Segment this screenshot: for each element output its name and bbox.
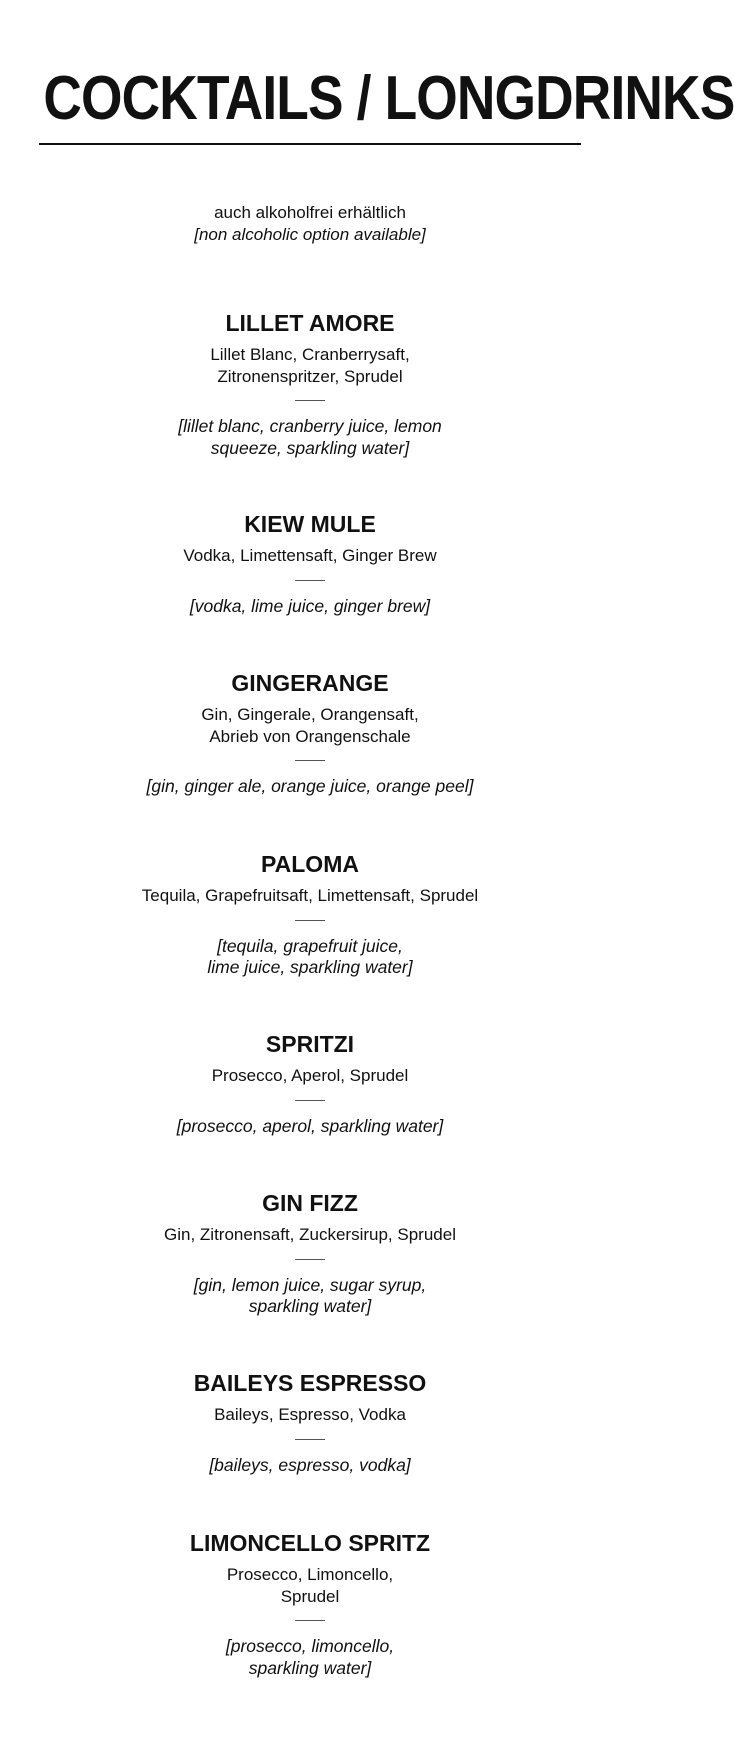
ingredients-english-line: [vodka, lime juice, ginger brew] <box>189 595 431 616</box>
drink-ingredients-english <box>30 776 590 798</box>
drink-ingredients-english <box>30 1636 590 1679</box>
ingredients-english-line: sparkling water] <box>248 1296 372 1316</box>
divider-line <box>295 580 325 581</box>
drink-ingredients-english <box>30 936 590 979</box>
drink-name: PALOMA <box>261 851 359 877</box>
menu-item-baileys-espresso <box>0 1368 620 1476</box>
drink-ingredients-german <box>30 1404 590 1426</box>
drink-ingredients-german <box>30 885 590 907</box>
ingredients-german-line: Prosecco, Aperol, Sprudel <box>211 1066 409 1085</box>
ingredients-german-line: Lillet Blanc, Cranberrysaft, <box>210 345 410 364</box>
ingredients-german-line: Zitronenspritzer, Sprudel <box>217 366 403 386</box>
drink-name: LILLET AMORE <box>225 310 395 336</box>
drink-ingredients-german <box>30 704 590 747</box>
drink-ingredients-german <box>30 344 590 387</box>
ingredients-english-line: [tequila, grapefruit juice, <box>217 935 403 956</box>
ingredients-english-line: [prosecco, limoncello, <box>225 1636 395 1656</box>
drink-ingredients-german <box>30 1065 590 1087</box>
ingredients-german-line: Abrieb von Orangenschale <box>209 726 411 746</box>
divider-line <box>295 1439 325 1440</box>
ingredients-english-line: [prosecco, aperol, sparkling water] <box>176 1115 444 1136</box>
page-title: COCKTAILS / LONGDRINKS <box>43 64 734 133</box>
divider-line <box>295 1620 325 1621</box>
ingredients-german-line: Sprudel <box>280 1586 340 1606</box>
menu-item-gin-fizz <box>0 1188 620 1318</box>
divider-line <box>295 1259 325 1260</box>
divider-line <box>295 920 325 921</box>
ingredients-german-line: Tequila, Grapefruitsaft, Limettensaft, Sprudel <box>141 886 479 905</box>
ingredients-english-line: sparkling water] <box>248 1657 372 1678</box>
drink-ingredients-english <box>30 1455 590 1477</box>
drink-name: SPRITZI <box>265 1031 355 1057</box>
ingredients-german-line: Gin, Zitronensaft, Zuckersirup, Sprudel <box>164 1225 456 1244</box>
divider-line <box>295 400 325 401</box>
ingredients-german-line: Gin, Gingerale, Orangensaft, <box>201 705 419 724</box>
ingredients-german-line: Prosecco, Limoncello, <box>226 1565 394 1584</box>
ingredients-english-line: [gin, ginger ale, orange juice, orange peel] <box>146 776 474 796</box>
ingredients-german-line: Vodka, Limettensaft, Ginger Brew <box>183 546 437 565</box>
ingredients-english-line: squeeze, sparkling water] <box>210 437 410 458</box>
ingredients-english-line: [gin, lemon juice, sugar syrup, <box>193 1274 427 1295</box>
drink-name: GIN FIZZ <box>262 1190 358 1216</box>
drink-name: LIMONCELLO SPRITZ <box>189 1530 431 1556</box>
ingredients-german-line: Baileys, Espresso, Vodka <box>214 1405 406 1424</box>
drink-name: BAILEYS ESPRESSO <box>193 1370 427 1396</box>
alcohol-free-notice <box>0 202 620 246</box>
ingredients-english-line: [lillet blanc, cranberry juice, lemon <box>178 416 442 436</box>
notice-english: [non alcoholic option available] <box>194 225 426 244</box>
drink-ingredients-english <box>30 1275 590 1318</box>
menu-item-gingerange <box>0 668 620 798</box>
menu-item-spritzi <box>0 1029 620 1137</box>
ingredients-english-line: [baileys, espresso, vodka] <box>209 1454 411 1475</box>
drink-ingredients-german <box>30 1224 590 1246</box>
notice-german: auch alkoholfrei erhältlich <box>214 203 406 222</box>
drink-name: GINGERANGE <box>231 670 389 696</box>
drink-ingredients-english <box>30 596 590 618</box>
ingredients-english-line: lime juice, sparkling water] <box>207 957 413 977</box>
drink-ingredients-german <box>30 545 590 567</box>
drink-name: KIEW MULE <box>244 511 376 537</box>
drink-ingredients-english <box>30 416 590 459</box>
divider-line <box>295 760 325 761</box>
menu-item-kiew-mule <box>0 509 620 617</box>
menu-item-paloma <box>0 849 620 979</box>
drink-ingredients-english <box>30 1116 590 1138</box>
drink-ingredients-german <box>30 1564 590 1607</box>
menu-item-limoncello-spritz <box>0 1528 620 1679</box>
title-underline <box>39 143 581 145</box>
menu-item-lillet-amore <box>0 308 620 459</box>
divider-line <box>295 1100 325 1101</box>
